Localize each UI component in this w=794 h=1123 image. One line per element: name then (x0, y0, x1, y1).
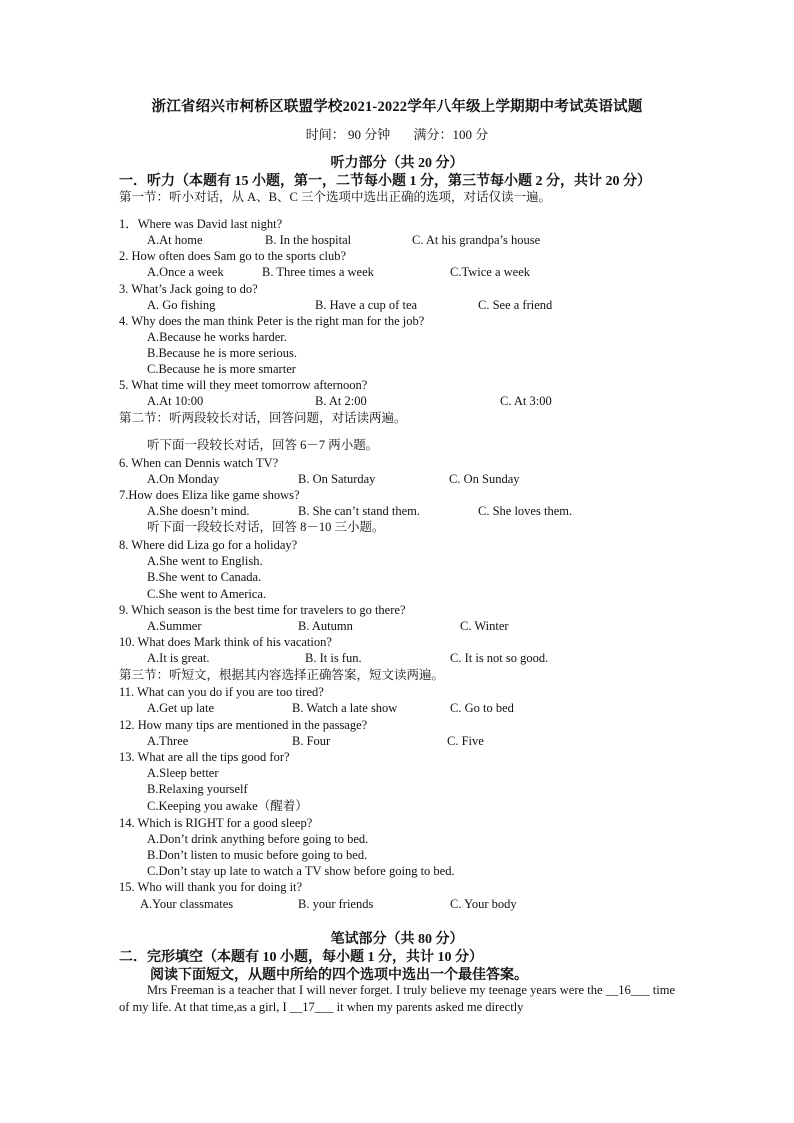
option-10c: C. It is not so good. (450, 651, 549, 665)
cloze-passage: Mrs Freeman is a teacher that I will never forget. I truly believe my teenage years were the __16___ time of my life. At that time,as a girl, I __17___ it when my parents asked me directly (119, 983, 675, 1014)
option-12b: B. Four (292, 734, 331, 748)
exam-meta (0, 124, 794, 143)
option-8b: B.She went to Canada. (147, 570, 262, 584)
option-9a: A.Summer (147, 619, 202, 633)
option-2a: A.Once a week (147, 265, 224, 279)
option-5b: B. At 2:00 (315, 394, 367, 408)
option-13a: A.Sleep better (147, 766, 219, 780)
listening-heading: 听力部分（共 20 分） (330, 156, 464, 171)
question-8: 8. Where did Liza go for a holiday? (119, 538, 298, 552)
question-11: 11. What can you do if you are too tired? (119, 685, 324, 699)
question-5: 5. What time will they meet tomorrow afternoon? (119, 378, 368, 392)
option-7b: B. She can’t stand them. (298, 504, 420, 518)
cloze-part-title: 二．完形填空（本题有 10 小题，每小题 1 分，共计 10 分） (119, 950, 483, 965)
cloze-instruction: 阅读下面短文，从题中所给的四个选项中选出一个最佳答案。 (150, 968, 528, 983)
listening-part-title: 一．听力（本题有 15 小题，第一，二节每小题 1 分，第三节每小题 2 分，共计 20 分） (119, 174, 651, 189)
section2-instruction: 第二节：听两段较长对话，回答问题，对话读两遍。 (119, 411, 407, 425)
option-1b: B. In the hospital (265, 233, 352, 247)
option-8c: C.She went to America. (147, 587, 267, 601)
section3-instruction: 第三节：听短文，根据其内容选择正确答案，短文读两遍。 (119, 668, 445, 682)
exam-title: 浙江省绍兴市柯桥区联盟学校2021-2022学年八年级上学期期中考试英语试题 (151, 99, 643, 115)
question-3: 3. What’s Jack going to do? (119, 282, 258, 296)
option-4c: C.Because he is more smarter (147, 362, 296, 376)
option-9c: C. Winter (460, 619, 509, 633)
option-7a: A.She doesn’t mind. (147, 504, 250, 518)
option-12a: A.Three (147, 734, 189, 748)
question-2: 2. How often does Sam go to the sports club? (119, 249, 347, 263)
option-2b: B. Three times a week (262, 265, 374, 279)
question-12: 12. How many tips are mentioned in the passage? (119, 718, 368, 732)
option-13c: C.Keeping you awake（醒着） (147, 799, 308, 813)
option-3b: B. Have a cup of tea (315, 298, 418, 312)
option-15a: A.Your classmates (140, 897, 234, 911)
option-4b: B.Because he is more serious. (147, 346, 297, 360)
option-11b: B. Watch a late show (292, 701, 398, 715)
option-8a: A.She went to English. (147, 554, 263, 568)
dialog2-note: 听下面一段较长对话，回答 8－10 三小题。 (147, 520, 385, 534)
question-4: 4. Why does the man think Peter is the right man for the job? (119, 314, 425, 328)
dialog1-note: 听下面一段较长对话，回答 6－7 两小题。 (147, 438, 379, 452)
question-6: 6. When can Dennis watch TV? (119, 456, 279, 470)
option-3a: A. Go fishing (147, 298, 216, 312)
question-14: 14. Which is RIGHT for a good sleep? (119, 816, 313, 830)
option-6c: C. On Sunday (449, 472, 520, 486)
question-15: 15. Who will thank you for doing it? (119, 880, 303, 894)
question-7: 7.How does Eliza like game shows? (119, 488, 300, 502)
option-4a: A.Because he works harder. (147, 330, 287, 344)
option-14a: A.Don’t drink anything before going to bed. (147, 832, 369, 846)
option-5a: A.At 10:00 (147, 394, 204, 408)
question-10: 10. What does Mark think of his vacation? (119, 635, 332, 649)
option-2c: C.Twice a week (450, 265, 530, 279)
option-11a: A.Get up late (147, 701, 214, 715)
option-1c: C. At his grandpa’s house (412, 233, 541, 247)
question-9: 9. Which season is the best time for travelers to go there? (119, 603, 406, 617)
option-15c: C. Your body (450, 897, 517, 911)
option-15b: B. your friends (298, 897, 374, 911)
option-12c: C. Five (447, 734, 484, 748)
option-7c: C. She loves them. (478, 504, 573, 518)
option-14b: B.Don’t listen to music before going to bed. (147, 848, 368, 862)
option-3c: C. See a friend (478, 298, 553, 312)
option-10b: B. It is fun. (305, 651, 362, 665)
question-13: 13. What are all the tips good for? (119, 750, 290, 764)
exam-score: 满分：100 分 (413, 127, 489, 142)
exam-time: 时间： 90 分钟 (305, 127, 391, 142)
option-6b: B. On Saturday (298, 472, 376, 486)
section1-instruction: 第一节：听小对话，从 A、B、C 三个选项中选出正确的选项，对话仅读一遍。 (119, 190, 551, 204)
option-1a: A.At home (147, 233, 203, 247)
option-9b: B. Autumn (298, 619, 353, 633)
writing-heading: 笔试部分（共 80 分） (330, 932, 464, 947)
option-11c: C. Go to bed (450, 701, 514, 715)
option-13b: B.Relaxing yourself (147, 782, 248, 796)
option-14c: C.Don’t stay up late to watch a TV show before going to bed. (147, 864, 455, 878)
question-1: 1．Where was David last night? (119, 217, 283, 231)
option-10a: A.It is great. (147, 651, 210, 665)
option-5c: C. At 3:00 (500, 394, 552, 408)
option-6a: A.On Monday (147, 472, 220, 486)
